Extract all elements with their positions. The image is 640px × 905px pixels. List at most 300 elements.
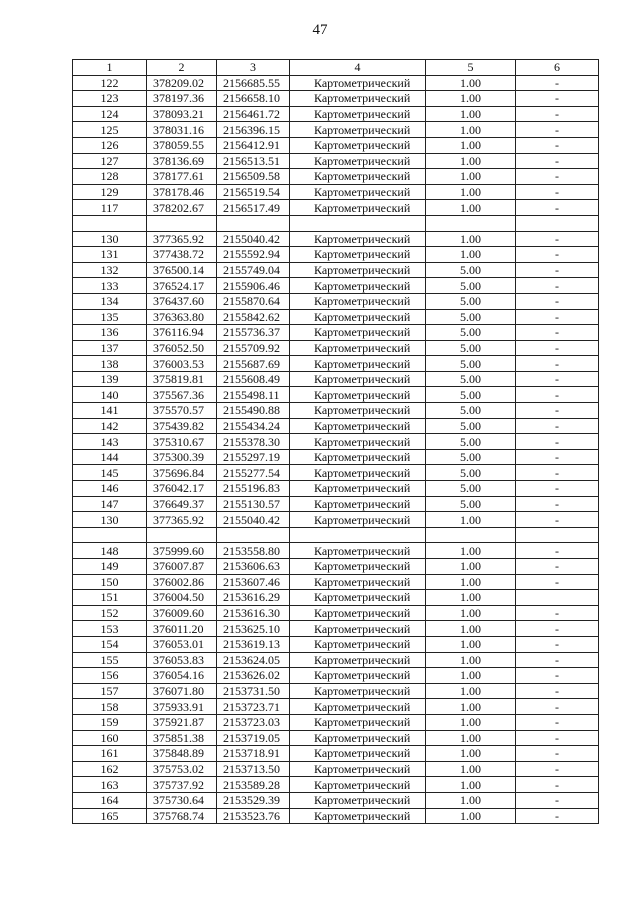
method-cell: Картометрический — [290, 153, 426, 169]
point-number-cell: 129 — [73, 184, 147, 200]
accuracy-cell: 5.00 — [426, 309, 516, 325]
point-number-cell: 128 — [73, 169, 147, 185]
note-cell: - — [516, 340, 599, 356]
y-coordinate-cell: 2153625.10 — [217, 621, 290, 637]
note-cell: - — [516, 91, 599, 107]
accuracy-cell: 5.00 — [426, 449, 516, 465]
x-coordinate-cell: 376071.80 — [147, 683, 217, 699]
point-number-cell: 151 — [73, 590, 147, 606]
table-row — [73, 371, 599, 387]
method-cell: Картометрический — [290, 714, 426, 730]
table-row — [73, 496, 599, 512]
x-coordinate-cell: 376116.94 — [147, 325, 217, 341]
accuracy-cell: 1.00 — [426, 761, 516, 777]
point-number-cell: 165 — [73, 808, 147, 824]
table-row — [73, 683, 599, 699]
accuracy-cell: 5.00 — [426, 496, 516, 512]
note-cell: - — [516, 449, 599, 465]
header-col-5: 5 — [426, 60, 516, 76]
y-coordinate-cell: 2156685.55 — [217, 75, 290, 91]
accuracy-cell: 1.00 — [426, 91, 516, 107]
x-coordinate-cell: 375819.81 — [147, 371, 217, 387]
note-cell: - — [516, 761, 599, 777]
y-coordinate-cell: 2153619.13 — [217, 636, 290, 652]
table-row — [73, 293, 599, 309]
method-cell: Картометрический — [290, 403, 426, 419]
table-row — [73, 231, 599, 247]
method-cell: Картометрический — [290, 746, 426, 762]
y-coordinate-cell: 2155378.30 — [217, 434, 290, 450]
note-cell: - — [516, 137, 599, 153]
table-row — [73, 262, 599, 278]
table-row — [73, 730, 599, 746]
x-coordinate-cell: 378177.61 — [147, 169, 217, 185]
table-row — [73, 605, 599, 621]
note-cell: - — [516, 434, 599, 450]
x-coordinate-cell: 378031.16 — [147, 122, 217, 138]
note-cell: - — [516, 247, 599, 263]
note-cell: - — [516, 496, 599, 512]
point-number-cell: 157 — [73, 683, 147, 699]
method-cell: Картометрический — [290, 792, 426, 808]
method-cell: Картометрический — [290, 496, 426, 512]
method-cell — [290, 527, 426, 543]
method-cell: Картометрический — [290, 75, 426, 91]
x-coordinate-cell: 376649.37 — [147, 496, 217, 512]
accuracy-cell — [426, 215, 516, 231]
x-coordinate-cell: 376363.80 — [147, 309, 217, 325]
point-number-cell: 136 — [73, 325, 147, 341]
x-coordinate-cell: 375730.64 — [147, 792, 217, 808]
x-coordinate-cell: 378059.55 — [147, 137, 217, 153]
point-number-cell: 124 — [73, 106, 147, 122]
method-cell: Картометрический — [290, 231, 426, 247]
point-number-cell: 127 — [73, 153, 147, 169]
x-coordinate-cell: 375567.36 — [147, 387, 217, 403]
method-cell: Картометрический — [290, 247, 426, 263]
note-cell: - — [516, 512, 599, 528]
y-coordinate-cell: 2155608.49 — [217, 371, 290, 387]
table-row — [73, 746, 599, 762]
y-coordinate-cell: 2156412.91 — [217, 137, 290, 153]
x-coordinate-cell: 378093.21 — [147, 106, 217, 122]
table-row — [73, 512, 599, 528]
method-cell: Картометрический — [290, 293, 426, 309]
method-cell: Картометрический — [290, 699, 426, 715]
note-cell: - — [516, 122, 599, 138]
point-number-cell: 162 — [73, 761, 147, 777]
table-row — [73, 808, 599, 824]
y-coordinate-cell: 2153719.05 — [217, 730, 290, 746]
x-coordinate-cell: 375851.38 — [147, 730, 217, 746]
y-coordinate-cell: 2153558.80 — [217, 543, 290, 559]
table-row — [73, 792, 599, 808]
y-coordinate-cell: 2153616.29 — [217, 590, 290, 606]
x-coordinate-cell: 376002.86 — [147, 574, 217, 590]
point-number-cell: 126 — [73, 137, 147, 153]
point-number-cell — [73, 215, 147, 231]
point-number-cell: 159 — [73, 714, 147, 730]
point-number-cell: 132 — [73, 262, 147, 278]
note-cell: - — [516, 293, 599, 309]
accuracy-cell: 5.00 — [426, 371, 516, 387]
table-row — [73, 543, 599, 559]
table-row — [73, 75, 599, 91]
table-row — [73, 356, 599, 372]
note-cell: - — [516, 543, 599, 559]
note-cell: - — [516, 481, 599, 497]
method-cell: Картометрический — [290, 200, 426, 216]
point-number-cell: 131 — [73, 247, 147, 263]
table-row — [73, 403, 599, 419]
y-coordinate-cell: 2156461.72 — [217, 106, 290, 122]
accuracy-cell: 1.00 — [426, 122, 516, 138]
y-coordinate-cell: 2153731.50 — [217, 683, 290, 699]
y-coordinate-cell: 2155434.24 — [217, 418, 290, 434]
table-row — [73, 106, 599, 122]
y-coordinate-cell: 2153713.50 — [217, 761, 290, 777]
y-coordinate-cell: 2155842.62 — [217, 309, 290, 325]
note-cell: - — [516, 636, 599, 652]
x-coordinate-cell — [147, 527, 217, 543]
note-cell: - — [516, 106, 599, 122]
note-cell: - — [516, 746, 599, 762]
x-coordinate-cell — [147, 215, 217, 231]
y-coordinate-cell: 2153616.30 — [217, 605, 290, 621]
note-cell: - — [516, 169, 599, 185]
table-row — [73, 652, 599, 668]
table-row — [73, 761, 599, 777]
point-number-cell: 130 — [73, 231, 147, 247]
x-coordinate-cell: 375848.89 — [147, 746, 217, 762]
point-number-cell: 139 — [73, 371, 147, 387]
accuracy-cell: 1.00 — [426, 231, 516, 247]
y-coordinate-cell: 2155277.54 — [217, 465, 290, 481]
accuracy-cell: 1.00 — [426, 792, 516, 808]
table-body — [73, 75, 599, 824]
table-row — [73, 434, 599, 450]
point-number-cell: 138 — [73, 356, 147, 372]
note-cell: - — [516, 652, 599, 668]
accuracy-cell: 5.00 — [426, 278, 516, 294]
accuracy-cell: 1.00 — [426, 574, 516, 590]
method-cell: Картометрический — [290, 371, 426, 387]
method-cell: Картометрический — [290, 465, 426, 481]
x-coordinate-cell: 375753.02 — [147, 761, 217, 777]
note-cell — [516, 590, 599, 606]
method-cell — [290, 215, 426, 231]
note-cell: - — [516, 465, 599, 481]
table-row — [73, 714, 599, 730]
x-coordinate-cell: 375310.67 — [147, 434, 217, 450]
method-cell: Картометрический — [290, 340, 426, 356]
y-coordinate-cell: 2155870.64 — [217, 293, 290, 309]
x-coordinate-cell: 378209.02 — [147, 75, 217, 91]
y-coordinate-cell: 2153624.05 — [217, 652, 290, 668]
accuracy-cell: 1.00 — [426, 808, 516, 824]
y-coordinate-cell: 2156517.49 — [217, 200, 290, 216]
point-number-cell: 160 — [73, 730, 147, 746]
accuracy-cell: 1.00 — [426, 184, 516, 200]
x-coordinate-cell: 376052.50 — [147, 340, 217, 356]
header-col-4: 4 — [290, 60, 426, 76]
accuracy-cell: 5.00 — [426, 481, 516, 497]
point-number-cell: 133 — [73, 278, 147, 294]
note-cell: - — [516, 200, 599, 216]
table-row — [73, 387, 599, 403]
y-coordinate-cell: 2153606.63 — [217, 559, 290, 575]
accuracy-cell: 1.00 — [426, 559, 516, 575]
y-coordinate-cell: 2156519.54 — [217, 184, 290, 200]
accuracy-cell: 1.00 — [426, 621, 516, 637]
x-coordinate-cell: 378178.46 — [147, 184, 217, 200]
table-row — [73, 137, 599, 153]
y-coordinate-cell: 2153723.71 — [217, 699, 290, 715]
accuracy-cell: 1.00 — [426, 153, 516, 169]
note-cell: - — [516, 418, 599, 434]
note-cell: - — [516, 777, 599, 793]
y-coordinate-cell: 2155490.88 — [217, 403, 290, 419]
y-coordinate-cell: 2155592.94 — [217, 247, 290, 263]
method-cell: Картометрический — [290, 309, 426, 325]
accuracy-cell: 1.00 — [426, 730, 516, 746]
x-coordinate-cell: 375300.39 — [147, 449, 217, 465]
table-row — [73, 200, 599, 216]
accuracy-cell: 1.00 — [426, 746, 516, 762]
accuracy-cell: 5.00 — [426, 325, 516, 341]
x-coordinate-cell: 376007.87 — [147, 559, 217, 575]
method-cell: Картометрический — [290, 325, 426, 341]
note-cell: - — [516, 184, 599, 200]
method-cell: Картометрический — [290, 449, 426, 465]
x-coordinate-cell: 378197.36 — [147, 91, 217, 107]
table-row — [73, 559, 599, 575]
note-cell: - — [516, 231, 599, 247]
method-cell: Картометрический — [290, 543, 426, 559]
note-cell: - — [516, 325, 599, 341]
method-cell: Картометрический — [290, 574, 426, 590]
note-cell: - — [516, 730, 599, 746]
method-cell: Картометрический — [290, 184, 426, 200]
x-coordinate-cell: 376004.50 — [147, 590, 217, 606]
note-cell: - — [516, 371, 599, 387]
method-cell: Картометрический — [290, 777, 426, 793]
note-cell: - — [516, 714, 599, 730]
point-number-cell: 125 — [73, 122, 147, 138]
y-coordinate-cell: 2155709.92 — [217, 340, 290, 356]
accuracy-cell: 1.00 — [426, 247, 516, 263]
note-cell — [516, 215, 599, 231]
point-number-cell: 146 — [73, 481, 147, 497]
x-coordinate-cell: 375921.87 — [147, 714, 217, 730]
x-coordinate-cell: 375768.74 — [147, 808, 217, 824]
y-coordinate-cell: 2155196.83 — [217, 481, 290, 497]
note-cell: - — [516, 808, 599, 824]
point-number-cell: 140 — [73, 387, 147, 403]
x-coordinate-cell: 376053.83 — [147, 652, 217, 668]
x-coordinate-cell: 378136.69 — [147, 153, 217, 169]
table-row — [73, 699, 599, 715]
accuracy-cell: 5.00 — [426, 403, 516, 419]
page-number: 47 — [312, 22, 328, 38]
method-cell: Картометрический — [290, 278, 426, 294]
note-cell: - — [516, 278, 599, 294]
method-cell: Картометрический — [290, 356, 426, 372]
x-coordinate-cell: 375737.92 — [147, 777, 217, 793]
method-cell: Картометрический — [290, 387, 426, 403]
method-cell: Картометрический — [290, 668, 426, 684]
table-row — [73, 325, 599, 341]
header-col-3: 3 — [217, 60, 290, 76]
note-cell: - — [516, 403, 599, 419]
accuracy-cell: 1.00 — [426, 652, 516, 668]
point-number-cell: 142 — [73, 418, 147, 434]
x-coordinate-cell: 376054.16 — [147, 668, 217, 684]
table-row — [73, 184, 599, 200]
table-row — [73, 449, 599, 465]
accuracy-cell: 1.00 — [426, 605, 516, 621]
accuracy-cell: 1.00 — [426, 75, 516, 91]
accuracy-cell: 1.00 — [426, 106, 516, 122]
x-coordinate-cell: 375439.82 — [147, 418, 217, 434]
accuracy-cell: 5.00 — [426, 434, 516, 450]
method-cell: Картометрический — [290, 122, 426, 138]
x-coordinate-cell: 376053.01 — [147, 636, 217, 652]
y-coordinate-cell: 2156396.15 — [217, 122, 290, 138]
method-cell: Картометрический — [290, 106, 426, 122]
header-col-6: 6 — [516, 60, 599, 76]
accuracy-cell: 1.00 — [426, 543, 516, 559]
table-row — [73, 169, 599, 185]
x-coordinate-cell: 377365.92 — [147, 512, 217, 528]
table-row — [73, 418, 599, 434]
method-cell: Картометрический — [290, 434, 426, 450]
x-coordinate-cell: 375999.60 — [147, 543, 217, 559]
accuracy-cell: 1.00 — [426, 668, 516, 684]
table-row — [73, 668, 599, 684]
method-cell: Картометрический — [290, 683, 426, 699]
point-number-cell: 152 — [73, 605, 147, 621]
y-coordinate-cell: 2153589.28 — [217, 777, 290, 793]
table-header-row — [73, 60, 599, 76]
method-cell: Картометрический — [290, 418, 426, 434]
accuracy-cell: 5.00 — [426, 418, 516, 434]
coordinates-table — [72, 59, 599, 824]
method-cell: Картометрический — [290, 91, 426, 107]
point-number-cell: 123 — [73, 91, 147, 107]
point-number-cell: 122 — [73, 75, 147, 91]
method-cell: Картометрический — [290, 169, 426, 185]
method-cell: Картометрический — [290, 559, 426, 575]
point-number-cell: 135 — [73, 309, 147, 325]
y-coordinate-cell: 2155906.46 — [217, 278, 290, 294]
point-number-cell: 134 — [73, 293, 147, 309]
header-col-1: 1 — [73, 60, 147, 76]
note-cell: - — [516, 792, 599, 808]
note-cell: - — [516, 559, 599, 575]
x-coordinate-cell: 376011.20 — [147, 621, 217, 637]
x-coordinate-cell: 377438.72 — [147, 247, 217, 263]
y-coordinate-cell: 2153529.39 — [217, 792, 290, 808]
point-number-cell: 141 — [73, 403, 147, 419]
accuracy-cell: 1.00 — [426, 699, 516, 715]
accuracy-cell: 1.00 — [426, 714, 516, 730]
note-cell: - — [516, 356, 599, 372]
x-coordinate-cell: 376009.60 — [147, 605, 217, 621]
table-row — [73, 636, 599, 652]
accuracy-cell: 1.00 — [426, 169, 516, 185]
y-coordinate-cell: 2153718.91 — [217, 746, 290, 762]
point-number-cell: 150 — [73, 574, 147, 590]
accuracy-cell: 5.00 — [426, 293, 516, 309]
y-coordinate-cell — [217, 527, 290, 543]
header-col-2: 2 — [147, 60, 217, 76]
note-cell: - — [516, 668, 599, 684]
point-number-cell: 145 — [73, 465, 147, 481]
method-cell: Картометрический — [290, 262, 426, 278]
method-cell: Картометрический — [290, 652, 426, 668]
x-coordinate-cell: 378202.67 — [147, 200, 217, 216]
point-number-cell: 117 — [73, 200, 147, 216]
accuracy-cell: 1.00 — [426, 590, 516, 606]
table-row — [73, 340, 599, 356]
point-number-cell: 158 — [73, 699, 147, 715]
accuracy-cell: 1.00 — [426, 512, 516, 528]
note-cell: - — [516, 387, 599, 403]
point-number-cell: 144 — [73, 449, 147, 465]
y-coordinate-cell: 2153607.46 — [217, 574, 290, 590]
accuracy-cell: 5.00 — [426, 356, 516, 372]
table-row — [73, 309, 599, 325]
note-cell: - — [516, 574, 599, 590]
accuracy-cell: 5.00 — [426, 465, 516, 481]
note-cell: - — [516, 605, 599, 621]
point-number-cell: 149 — [73, 559, 147, 575]
accuracy-cell — [426, 527, 516, 543]
point-number-cell: 161 — [73, 746, 147, 762]
point-number-cell: 164 — [73, 792, 147, 808]
table-row — [73, 278, 599, 294]
y-coordinate-cell: 2155040.42 — [217, 512, 290, 528]
table-row — [73, 247, 599, 263]
y-coordinate-cell: 2155040.42 — [217, 231, 290, 247]
x-coordinate-cell: 376500.14 — [147, 262, 217, 278]
method-cell: Картометрический — [290, 761, 426, 777]
accuracy-cell: 5.00 — [426, 262, 516, 278]
accuracy-cell: 1.00 — [426, 200, 516, 216]
blank-separator-row — [73, 527, 599, 543]
x-coordinate-cell: 376042.17 — [147, 481, 217, 497]
table-row — [73, 481, 599, 497]
y-coordinate-cell — [217, 215, 290, 231]
x-coordinate-cell: 375696.84 — [147, 465, 217, 481]
method-cell: Картометрический — [290, 137, 426, 153]
accuracy-cell: 5.00 — [426, 387, 516, 403]
y-coordinate-cell: 2153723.03 — [217, 714, 290, 730]
method-cell: Картометрический — [290, 512, 426, 528]
x-coordinate-cell: 376524.17 — [147, 278, 217, 294]
note-cell: - — [516, 309, 599, 325]
note-cell: - — [516, 683, 599, 699]
y-coordinate-cell: 2155130.57 — [217, 496, 290, 512]
table-row — [73, 122, 599, 138]
method-cell: Картометрический — [290, 590, 426, 606]
table-row — [73, 91, 599, 107]
method-cell: Картометрический — [290, 481, 426, 497]
x-coordinate-cell: 376437.60 — [147, 293, 217, 309]
point-number-cell: 154 — [73, 636, 147, 652]
accuracy-cell: 1.00 — [426, 137, 516, 153]
